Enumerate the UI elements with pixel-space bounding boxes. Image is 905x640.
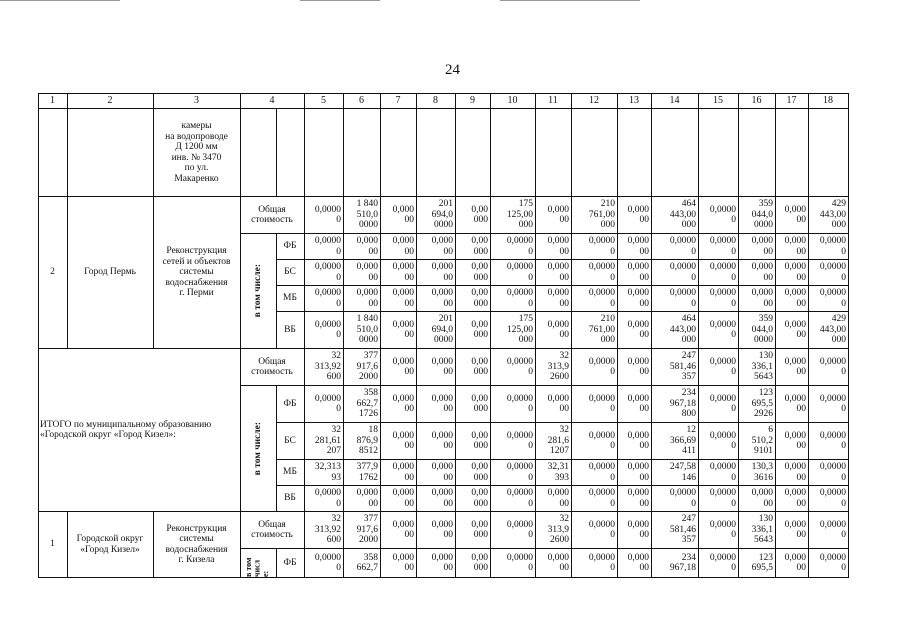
- value-cell: 0,00 000: [456, 549, 491, 578]
- value-cell: 0,00 000: [456, 423, 491, 460]
- value-cell: 0,000 00: [776, 386, 809, 423]
- column-header: 12: [572, 94, 618, 109]
- value-cell: 0,000 00: [776, 234, 809, 260]
- table-body: [39, 94, 849, 578]
- value-cell: 0,000 00: [536, 549, 572, 578]
- value-cell: 0,0000 0: [305, 386, 344, 423]
- table-row: [39, 94, 849, 109]
- value-cell: 0,000 00: [417, 460, 456, 486]
- value-cell: 0,000 00: [344, 234, 381, 260]
- value-cell: 0,0000 0: [572, 486, 618, 512]
- value-cell: 0,00 000: [456, 512, 491, 549]
- municipality-name: Город Пермь: [68, 197, 154, 349]
- value-cell: 130 336,1 5643: [739, 349, 776, 386]
- value-cell: 0,000 00: [618, 197, 652, 234]
- table-row: [39, 512, 849, 549]
- value-cell: 201 694,0 0000: [417, 197, 456, 234]
- value-cell: 0,000 00: [618, 512, 652, 549]
- value-cell: 464 443,00 000: [652, 197, 699, 234]
- empty-cell: [776, 109, 809, 197]
- value-cell: 0,0000 0: [572, 549, 618, 578]
- value-cell: 0,000 00: [381, 460, 417, 486]
- total-cost-label: Общая стоимость: [241, 512, 305, 549]
- value-cell: 0,000 00: [618, 260, 652, 286]
- value-cell: 0,0000 0: [652, 260, 699, 286]
- value-cell: 0,00 000: [456, 234, 491, 260]
- funding-source-fb: ФБ: [277, 386, 305, 423]
- value-cell: 0,0000 0: [491, 286, 536, 312]
- value-cell: 0,0000 0: [491, 512, 536, 549]
- value-cell: 0,0000 0: [305, 260, 344, 286]
- column-header: 1: [39, 94, 68, 109]
- budget-table: [38, 93, 849, 578]
- column-header: 18: [809, 94, 849, 109]
- value-cell: 175 125,00 000: [491, 312, 536, 349]
- empty-cell: [491, 109, 536, 197]
- value-cell: 377,9 1762: [344, 460, 381, 486]
- value-cell: 0,0000 0: [809, 549, 849, 578]
- value-cell: 0,000 00: [381, 386, 417, 423]
- value-cell: 32 313,92 600: [305, 349, 344, 386]
- empty-cell: [277, 109, 305, 197]
- value-cell: 32 281,61 207: [305, 423, 344, 460]
- value-cell: 0,0000 0: [572, 260, 618, 286]
- value-cell: 0,000 00: [618, 549, 652, 578]
- value-cell: 201 694,0 0000: [417, 312, 456, 349]
- value-cell: 0,00 000: [456, 486, 491, 512]
- value-cell: 0,000 00: [739, 260, 776, 286]
- value-cell: 358 662,7: [344, 549, 381, 578]
- value-cell: 0,0000 0: [809, 460, 849, 486]
- value-cell: 247,58 146: [652, 460, 699, 486]
- table-row: [39, 109, 849, 197]
- column-header: 13: [618, 94, 652, 109]
- column-header: 7: [381, 94, 417, 109]
- value-cell: 0,0000 0: [809, 234, 849, 260]
- column-header: 17: [776, 94, 809, 109]
- value-cell: 0,000 00: [381, 286, 417, 312]
- value-cell: 0,0000 0: [305, 286, 344, 312]
- value-cell: 0,000 00: [536, 234, 572, 260]
- value-cell: 0,0000 0: [809, 286, 849, 312]
- value-cell: 0,00 000: [456, 386, 491, 423]
- empty-cell: [456, 109, 491, 197]
- column-header: 5: [305, 94, 344, 109]
- top-rule-left: [0, 0, 120, 1]
- value-cell: 0,0000 0: [809, 423, 849, 460]
- value-cell: 0,00 000: [456, 286, 491, 312]
- empty-cell: [305, 109, 344, 197]
- column-header: 9: [456, 94, 491, 109]
- value-cell: 0,000 00: [381, 486, 417, 512]
- value-cell: 18 876,9 8512: [344, 423, 381, 460]
- value-cell: 0,000 00: [381, 312, 417, 349]
- value-cell: 0,0000 0: [305, 234, 344, 260]
- project-description: Реконструкция системы водоснабжения г. Кизела: [154, 512, 241, 578]
- value-cell: 210 761,00 000: [572, 312, 618, 349]
- value-cell: 0,000 00: [776, 423, 809, 460]
- value-cell: 0,0000 0: [491, 234, 536, 260]
- value-cell: 123 695,5 2926: [739, 386, 776, 423]
- value-cell: 0,0000 0: [699, 486, 739, 512]
- value-cell: 464 443,00 000: [652, 312, 699, 349]
- value-cell: 0,0000 0: [572, 386, 618, 423]
- value-cell: 0,0000 0: [572, 286, 618, 312]
- funding-source-vb: ВБ: [277, 486, 305, 512]
- column-header: 11: [536, 94, 572, 109]
- value-cell: 32 313,92 600: [305, 512, 344, 549]
- value-cell: 0,000 00: [776, 486, 809, 512]
- value-cell: 0,000 00: [417, 286, 456, 312]
- value-cell: 32 313,9 2600: [536, 349, 572, 386]
- value-cell: 0,0000 0: [699, 512, 739, 549]
- value-cell: 0,000 00: [776, 549, 809, 578]
- value-cell: 0,00 000: [456, 460, 491, 486]
- value-cell: 377 917,6 2000: [344, 349, 381, 386]
- value-cell: 0,000 00: [776, 460, 809, 486]
- value-cell: 0,0000 0: [699, 386, 739, 423]
- value-cell: 234 967,18: [652, 549, 699, 578]
- funding-source-vb: ВБ: [277, 312, 305, 349]
- column-header: 10: [491, 94, 536, 109]
- value-cell: 0,000 00: [776, 512, 809, 549]
- value-cell: 32,31 393: [536, 460, 572, 486]
- table-row: [39, 197, 849, 234]
- value-cell: 0,000 00: [381, 512, 417, 549]
- empty-cell: [572, 109, 618, 197]
- value-cell: 0,000 00: [536, 197, 572, 234]
- value-cell: 32 313,9 2600: [536, 512, 572, 549]
- value-cell: 130,3 3616: [739, 460, 776, 486]
- value-cell: 0,000 00: [618, 349, 652, 386]
- value-cell: 247 581,46 357: [652, 349, 699, 386]
- value-cell: 0,0000 0: [652, 486, 699, 512]
- row-number: 2: [39, 197, 68, 349]
- value-cell: 0,000 00: [417, 423, 456, 460]
- top-rule-mid: [300, 0, 380, 1]
- value-cell: 12 366,69 411: [652, 423, 699, 460]
- value-cell: 0,000 00: [618, 234, 652, 260]
- value-cell: 0,000 00: [618, 286, 652, 312]
- value-cell: 0,0000 0: [305, 549, 344, 578]
- empty-cell: [381, 109, 417, 197]
- value-cell: 0,000 00: [344, 486, 381, 512]
- value-cell: 0,0000 0: [809, 349, 849, 386]
- value-cell: 0,000 00: [536, 260, 572, 286]
- value-cell: 130 336,1 5643: [739, 512, 776, 549]
- empty-cell: [536, 109, 572, 197]
- value-cell: 0,000 00: [776, 312, 809, 349]
- value-cell: 0,0000 0: [809, 512, 849, 549]
- value-cell: 0,00 000: [456, 349, 491, 386]
- column-header: 6: [344, 94, 381, 109]
- vertical-label: в том числ е:: [244, 557, 271, 577]
- value-cell: 0,0000 0: [699, 549, 739, 578]
- including-label: [241, 549, 277, 578]
- value-cell: 0,000 00: [536, 312, 572, 349]
- value-cell: 0,000 00: [417, 234, 456, 260]
- value-cell: 0,000 00: [739, 486, 776, 512]
- value-cell: 0,0000 0: [809, 260, 849, 286]
- funding-source-fb: ФБ: [277, 549, 305, 578]
- value-cell: 6 510,2 9101: [739, 423, 776, 460]
- value-cell: 0,000 00: [618, 460, 652, 486]
- value-cell: 0,0000 0: [699, 286, 739, 312]
- value-cell: 0,000 00: [536, 486, 572, 512]
- value-cell: 0,0000 0: [699, 260, 739, 286]
- empty-cell: [417, 109, 456, 197]
- value-cell: 0,0000 0: [699, 423, 739, 460]
- value-cell: 0,000 00: [381, 260, 417, 286]
- value-cell: 0,0000 0: [809, 386, 849, 423]
- itogo-label: ИТОГО по муниципальному образованию «Городской округ «Город Кизел»:: [39, 349, 241, 512]
- value-cell: 358 662,7 1726: [344, 386, 381, 423]
- value-cell: 0,000 00: [618, 386, 652, 423]
- value-cell: 0,000 00: [776, 349, 809, 386]
- value-cell: 0,000 00: [618, 486, 652, 512]
- value-cell: 0,0000 0: [572, 512, 618, 549]
- value-cell: 0,000 00: [776, 197, 809, 234]
- value-cell: 0,000 00: [381, 197, 417, 234]
- column-header: 2: [68, 94, 154, 109]
- value-cell: 0,0000 0: [699, 460, 739, 486]
- value-cell: 0,0000 0: [572, 349, 618, 386]
- municipality-name: Городской округ «Город Кизел»: [68, 512, 154, 578]
- value-cell: 0,000 00: [417, 486, 456, 512]
- value-cell: 0,000 00: [536, 286, 572, 312]
- including-label: [241, 234, 277, 349]
- value-cell: 0,0000 0: [305, 197, 344, 234]
- value-cell: 0,000 00: [381, 349, 417, 386]
- value-cell: 0,000 00: [776, 260, 809, 286]
- value-cell: 0,000 00: [344, 260, 381, 286]
- value-cell: 0,0000 0: [305, 486, 344, 512]
- total-cost-label: Общая стоимость: [241, 349, 305, 386]
- value-cell: 0,0000 0: [699, 197, 739, 234]
- column-header: 16: [739, 94, 776, 109]
- value-cell: 0,00 000: [456, 260, 491, 286]
- value-cell: 0,000 00: [618, 312, 652, 349]
- object-description: камеры на водопроводе Д 1200 мм инв. № 3470 по ул. Макаренко: [154, 109, 241, 197]
- funding-source-mb: МБ: [277, 460, 305, 486]
- value-cell: 0,00 000: [456, 312, 491, 349]
- empty-cell: [739, 109, 776, 197]
- empty-cell: [809, 109, 849, 197]
- value-cell: 0,000 00: [381, 234, 417, 260]
- empty-cell: [39, 109, 68, 197]
- value-cell: 0,0000 0: [491, 423, 536, 460]
- empty-cell: [344, 109, 381, 197]
- value-cell: 0,0000 0: [652, 234, 699, 260]
- value-cell: 0,000 00: [536, 386, 572, 423]
- column-header: 4: [241, 94, 305, 109]
- value-cell: 0,0000 0: [809, 486, 849, 512]
- value-cell: 32,313 93: [305, 460, 344, 486]
- value-cell: 247 581,46 357: [652, 512, 699, 549]
- value-cell: 0,000 00: [739, 286, 776, 312]
- funding-source-fb: ФБ: [277, 234, 305, 260]
- value-cell: 0,000 00: [776, 286, 809, 312]
- column-header: 14: [652, 94, 699, 109]
- value-cell: 234 967,18 800: [652, 386, 699, 423]
- empty-cell: [699, 109, 739, 197]
- value-cell: 0,000 00: [344, 286, 381, 312]
- value-cell: 0,000 00: [417, 386, 456, 423]
- value-cell: 429 443,00 000: [809, 312, 849, 349]
- value-cell: 0,0000 0: [305, 312, 344, 349]
- value-cell: 0,0000 0: [699, 234, 739, 260]
- value-cell: 377 917,6 2000: [344, 512, 381, 549]
- value-cell: 32 281,6 1207: [536, 423, 572, 460]
- value-cell: 0,0000 0: [491, 260, 536, 286]
- value-cell: 0,0000 0: [572, 423, 618, 460]
- funding-source-bs: БС: [277, 423, 305, 460]
- table-row: [39, 349, 849, 386]
- project-description: Реконструкция сетей и объектов системы водоснабжения г. Перми: [154, 197, 241, 349]
- value-cell: 0,00 000: [456, 197, 491, 234]
- page-number: 24: [445, 62, 460, 78]
- value-cell: 359 044,0 0000: [739, 197, 776, 234]
- value-cell: 1 840 510,0 0000: [344, 197, 381, 234]
- value-cell: 359 044,0 0000: [739, 312, 776, 349]
- empty-cell: [241, 109, 277, 197]
- top-rule-right: [500, 0, 640, 1]
- vertical-label: в том числе:: [252, 421, 263, 476]
- empty-cell: [618, 109, 652, 197]
- value-cell: 0,000 00: [417, 260, 456, 286]
- value-cell: 175 125,00 000: [491, 197, 536, 234]
- column-header: 8: [417, 94, 456, 109]
- row-number: 1: [39, 512, 68, 578]
- funding-source-mb: МБ: [277, 286, 305, 312]
- empty-cell: [652, 109, 699, 197]
- value-cell: 0,000 00: [381, 423, 417, 460]
- value-cell: 0,0000 0: [572, 234, 618, 260]
- value-cell: 0,000 00: [381, 549, 417, 578]
- value-cell: 0,0000 0: [491, 386, 536, 423]
- column-header: 15: [699, 94, 739, 109]
- value-cell: 0,000 00: [417, 549, 456, 578]
- value-cell: 0,0000 0: [491, 486, 536, 512]
- value-cell: 123 695,5: [739, 549, 776, 578]
- value-cell: 0,0000 0: [491, 549, 536, 578]
- value-cell: 0,000 00: [618, 423, 652, 460]
- funding-source-bs: БС: [277, 260, 305, 286]
- value-cell: 210 761,00 000: [572, 197, 618, 234]
- value-cell: 0,0000 0: [699, 312, 739, 349]
- value-cell: 1 840 510,0 0000: [344, 312, 381, 349]
- value-cell: 0,0000 0: [491, 349, 536, 386]
- value-cell: 0,0000 0: [699, 349, 739, 386]
- value-cell: 0,0000 0: [491, 460, 536, 486]
- value-cell: 429 443,00 000: [809, 197, 849, 234]
- vertical-label: в том числе:: [252, 264, 263, 318]
- value-cell: 0,000 00: [739, 234, 776, 260]
- value-cell: 0,000 00: [417, 349, 456, 386]
- column-header: 3: [154, 94, 241, 109]
- value-cell: 0,000 00: [417, 512, 456, 549]
- value-cell: 0,0000 0: [652, 286, 699, 312]
- total-cost-label: Общая стоимость: [241, 197, 305, 234]
- including-label: [241, 386, 277, 512]
- value-cell: 0,0000 0: [572, 460, 618, 486]
- empty-cell: [68, 109, 154, 197]
